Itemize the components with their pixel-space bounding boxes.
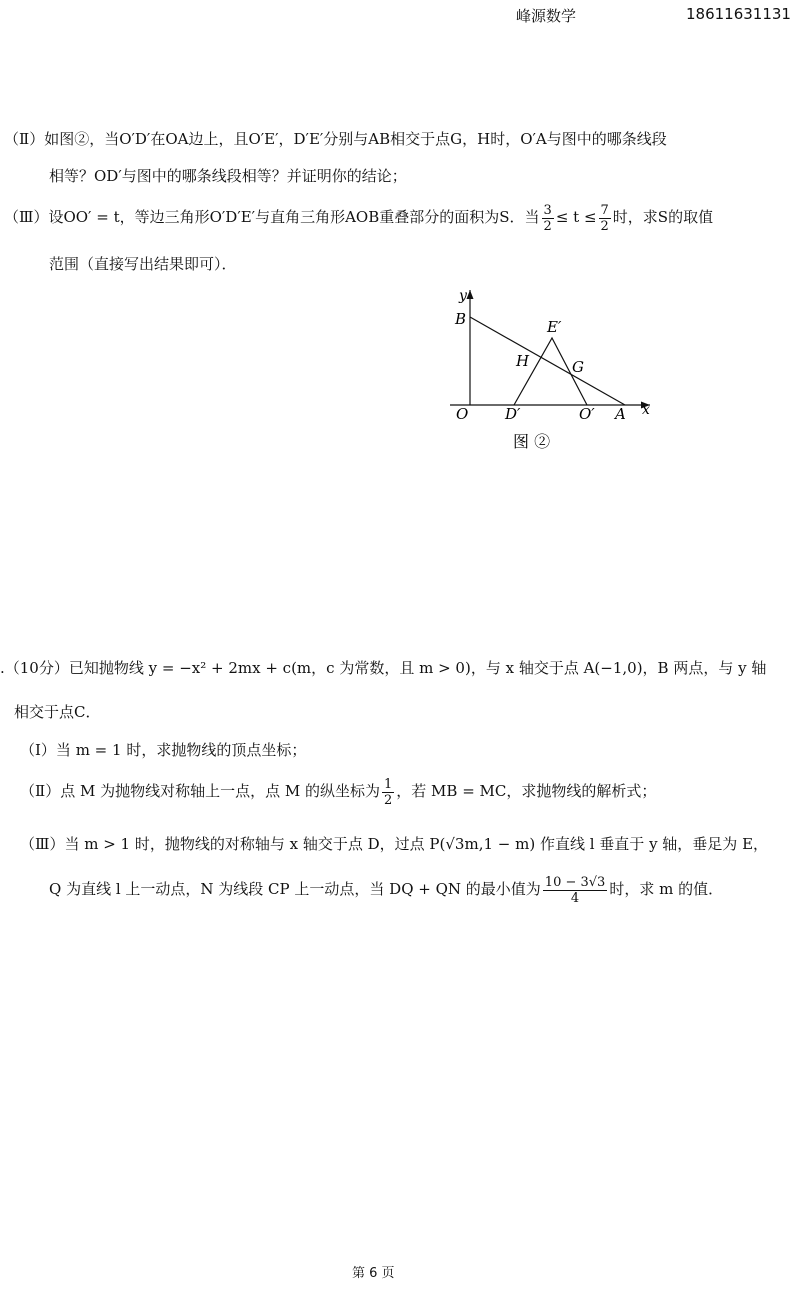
label-y: y — [459, 288, 467, 304]
label-h: H — [516, 352, 530, 370]
fraction-1-2 — [382, 777, 394, 808]
q-next-part3-line1: （Ⅲ）当 m > 1 时，抛物线的对称轴与 x 轴交于点 D，过点 P(√3m,1 − m) 作直线 l 垂直于 y 轴，垂足为 E， — [20, 835, 769, 853]
label-o-prime: O′ — [579, 405, 595, 423]
q-prev-part3-line2: 范围（直接写出结果即可）． — [49, 255, 237, 273]
q-next-part3-line2 — [49, 872, 723, 906]
label-b: B — [455, 310, 467, 328]
q-next-part2 — [20, 774, 656, 808]
q-next-part3-line2-post: 时，求 m 的值． — [609, 880, 724, 898]
page-number: 第 6 页 — [352, 1266, 395, 1281]
header-brand: 峰源数学 — [516, 7, 577, 25]
q-prev-part2-line2: 相等？OD′与图中的哪条线段相等？并证明你的结论； — [49, 167, 407, 185]
q-prev-part3-pre: （Ⅲ）设OO′ = t，等边三角形O′D′E′与直角三角形AOB重叠部分的面积为S．当 — [4, 208, 540, 226]
q-prev-part3-post: 时，求S的取值 — [612, 208, 714, 226]
q-next-line1: .（10分）已知抛物线 y = −x² + 2mx + c(m，c 为常数，且 m > 0)，与 x 轴交于点 A(−1,0)，B 两点，与 y 轴 — [0, 659, 767, 677]
q-next-part2-pre: （Ⅱ）点 M 为抛物线对称轴上一点，点 M 的纵坐标为 — [20, 782, 380, 800]
fraction-num: 1 — [384, 776, 393, 792]
fraction-num: 3 — [543, 202, 552, 218]
label-o: O — [456, 405, 469, 423]
q-prev-part2-line1: （Ⅱ）如图②，当O′D′在OA边上，且O′E′，D′E′分别与AB相交于点G，H时，O′A与图中的哪条线段 — [4, 130, 667, 148]
label-x: x — [642, 402, 650, 418]
figure-2 — [445, 282, 660, 457]
label-e-prime: E′ — [547, 318, 562, 336]
header-phone: 18611631131 — [686, 5, 791, 23]
q-next-part1: （Ⅰ）当 m = 1 时，求抛物线的顶点坐标； — [20, 741, 307, 759]
y-axis-arrow — [467, 290, 474, 299]
q-prev-part3-mid: ≤ t ≤ — [555, 208, 597, 226]
q-next-line2: 相交于点C． — [14, 703, 101, 721]
fraction-min-value — [543, 875, 608, 906]
fraction-num: 10 − 3√3 — [544, 874, 606, 890]
q-next-part2-post: ，若 MB = MC，求抛物线的解析式； — [396, 782, 657, 800]
fraction-den: 2 — [600, 218, 609, 234]
fraction-den: 2 — [384, 792, 393, 808]
label-a: A — [615, 405, 626, 423]
label-g: G — [572, 358, 584, 376]
q-next-part3-line2-pre: Q 为直线 l 上一动点，N 为线段 CP 上一动点，当 DQ + QN 的最小值为 — [49, 880, 541, 898]
q-prev-part3-line1 — [4, 200, 713, 234]
fraction-den: 4 — [570, 890, 580, 906]
label-d-prime: D′ — [505, 405, 521, 423]
fraction-num: 7 — [600, 202, 609, 218]
fraction-den: 2 — [543, 218, 552, 234]
fraction-3-2 — [542, 203, 554, 234]
figure-caption: 图 ② — [513, 432, 551, 451]
fraction-7-2 — [599, 203, 611, 234]
